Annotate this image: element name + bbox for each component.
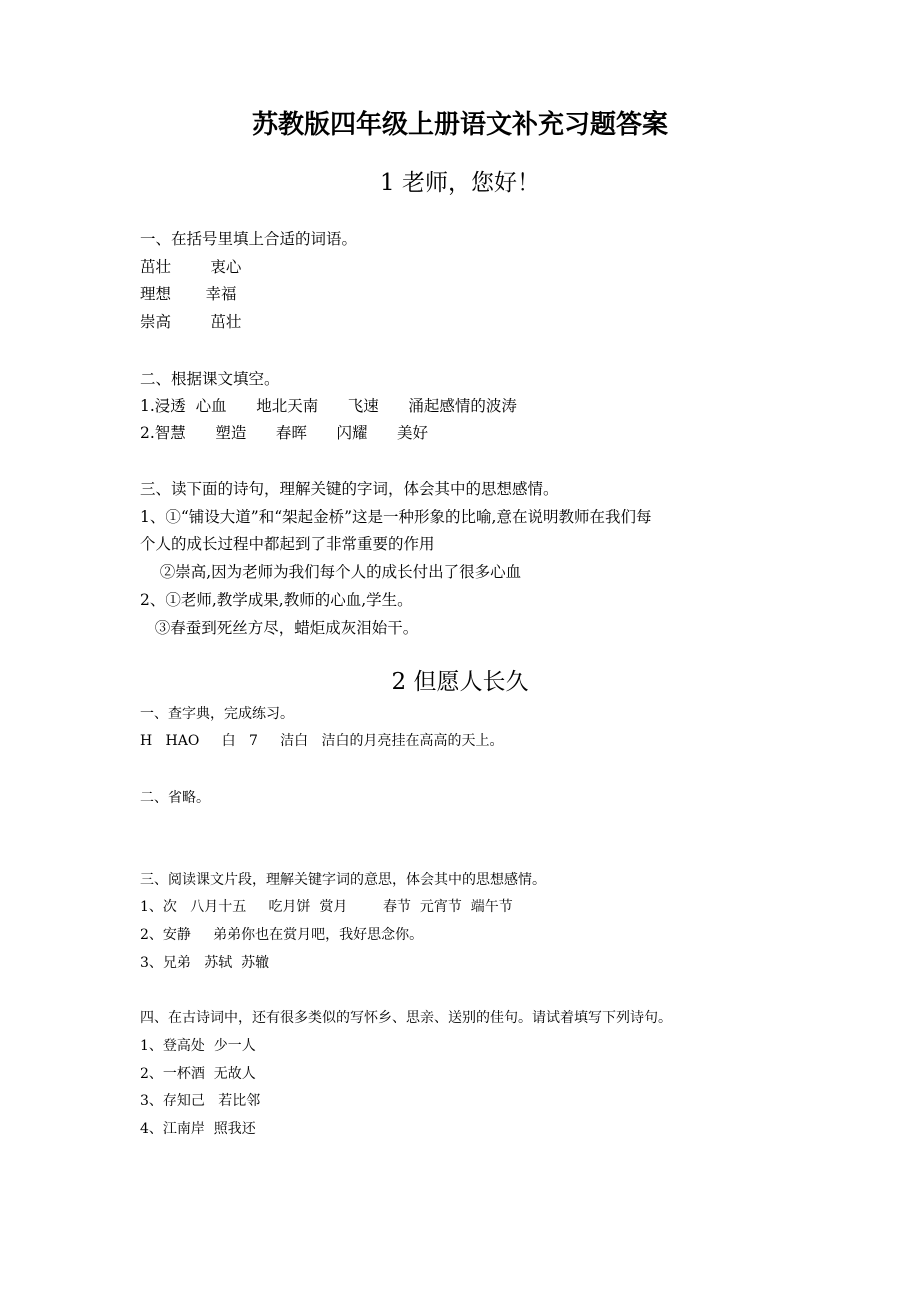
answer-line: 个人的成长过程中都起到了非常重要的作用 (140, 535, 435, 553)
question: 二、根据课文填空。 (140, 370, 280, 388)
answer-line: 2、①老师,教学成果,教师的心血,学生。 (140, 591, 413, 609)
question: 二、省略。 (140, 790, 210, 806)
document-title: 苏教版四年级上册语文补充习题答案 (251, 110, 668, 140)
answer-line: 4、江南岸 照我还 (140, 1121, 256, 1137)
lesson1-heading: 1 老师，您好！ (380, 170, 540, 196)
answer-line: 1、登高处 少一人 (140, 1038, 256, 1054)
answer-line: 3、兄弟 苏轼 苏辙 (140, 955, 270, 971)
question: 三、阅读课文片段，理解关键字词的意思，体会其中的思想感情。 (140, 872, 546, 888)
answer-line: ③春蚕到死丝方尽，蜡炬成灰泪始干。 (140, 619, 419, 637)
answer-line: 2、一杯酒 无故人 (140, 1066, 256, 1082)
answer-line: 2、安静 弟弟你也在赏月吧，我好思念你。 (140, 927, 424, 943)
answer-line: 1、次 八月十五 吃月饼 赏月 春节 元宵节 端午节 (140, 899, 513, 915)
question: 一、查字典，完成练习。 (140, 706, 294, 722)
answer-line: 理想 幸福 (140, 285, 237, 303)
answer-line: 崇高 茁壮 (140, 313, 242, 331)
answer-line: 1、①“铺设大道”和“架起金桥”这是一种形象的比喻,意在说明教师在我们每 (140, 508, 652, 526)
answer-line: 2.智慧 塑造 春晖 闪耀 美好 (140, 424, 429, 442)
answer-line: ②崇高,因为老师为我们每个人的成长付出了很多心血 (140, 563, 522, 581)
question: 一、在括号里填上合适的词语。 (140, 230, 358, 248)
answer-line: 1.浸透 心血 地北天南 飞速 涌起感情的波涛 (140, 397, 517, 415)
answer-line: 3、存知己 若比邻 (140, 1093, 261, 1109)
lesson2-heading: 2 但愿人长久 (391, 669, 529, 695)
answer-line: 茁壮 衷心 (140, 258, 242, 276)
question: 三、读下面的诗句，理解关键的字词，体会其中的思想感情。 (140, 480, 559, 498)
question: 四、在古诗词中，还有很多类似的写怀乡、思亲、送别的佳句。请试着填写下列诗句。 (140, 1010, 672, 1026)
answer-line: H HAO 白 7 洁白 洁白的月亮挂在高高的天上。 (140, 733, 504, 749)
